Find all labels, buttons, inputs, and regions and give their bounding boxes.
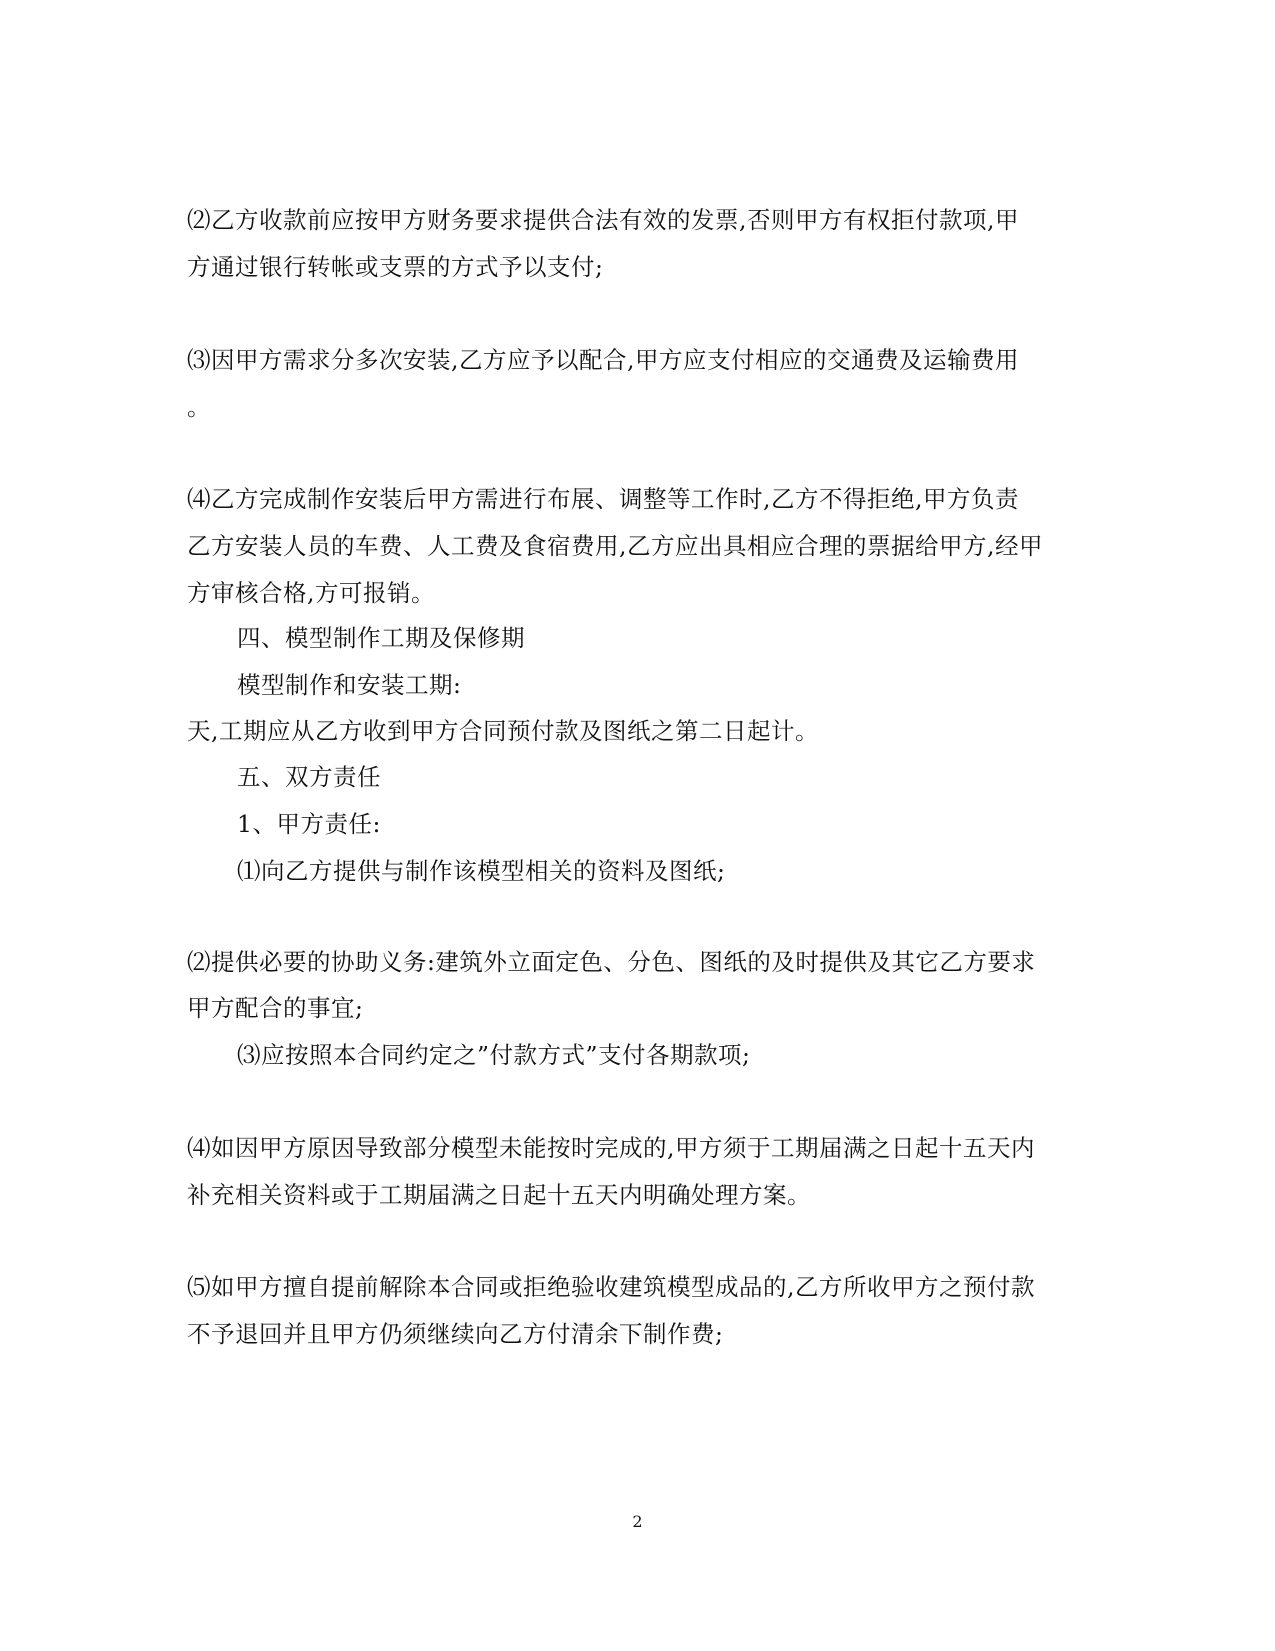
subsection-heading: 1、甲方责任: bbox=[237, 810, 381, 838]
paragraph-line: ⑵提供必要的协助义务:建筑外立面定色、分色、图纸的及时提供及其它乙方要求 bbox=[187, 948, 1036, 976]
paragraph-line: 乙方安装人员的车费、人工费及食宿费用,乙方应出具相应合理的票据给甲方,经甲 bbox=[187, 532, 1043, 560]
paragraph-line: ⑷如因甲方原因导致部分模型未能按时完成的,甲方须于工期届满之日起十五天内 bbox=[187, 1134, 1035, 1162]
section-heading: 四、模型制作工期及保修期 bbox=[237, 624, 525, 652]
paragraph-line: 甲方配合的事宜; bbox=[187, 994, 364, 1022]
paragraph-line: 。 bbox=[187, 393, 211, 421]
paragraph-line: ⑵乙方收款前应按甲方财务要求提供合法有效的发票,否则甲方有权拒付款项,甲 bbox=[187, 206, 1019, 234]
paragraph-line: ⑴向乙方提供与制作该模型相关的资料及图纸; bbox=[237, 857, 726, 885]
paragraph-line: 不予退回并且甲方仍须继续向乙方付清余下制作费; bbox=[187, 1320, 724, 1348]
section-heading: 五、双方责任 bbox=[237, 763, 381, 791]
paragraph-line: ⑷乙方完成制作安装后甲方需进行布展、调整等工作时,乙方不得拒绝,甲方负责 bbox=[187, 485, 1019, 513]
paragraph-line: 方通过银行转帐或支票的方式予以支付; bbox=[187, 253, 604, 281]
paragraph-line: 方审核合格,方可报销。 bbox=[187, 579, 435, 607]
paragraph-line: ⑶因甲方需求分多次安装,乙方应予以配合,甲方应支付相应的交通费及运输费用 bbox=[187, 346, 1019, 374]
paragraph-line: ⑶应按照本合同约定之”付款方式”支付各期款项; bbox=[237, 1041, 751, 1069]
paragraph-line: 模型制作和安装工期: bbox=[237, 671, 462, 699]
page-number: 2 bbox=[632, 1512, 643, 1531]
paragraph-line: 补充相关资料或于工期届满之日起十五天内明确处理方案。 bbox=[187, 1181, 811, 1209]
paragraph-line: ⑸如甲方擅自提前解除本合同或拒绝验收建筑模型成品的,乙方所收甲方之预付款 bbox=[187, 1273, 1035, 1301]
paragraph-line: 天,工期应从乙方收到甲方合同预付款及图纸之第二日起计。 bbox=[187, 717, 819, 745]
